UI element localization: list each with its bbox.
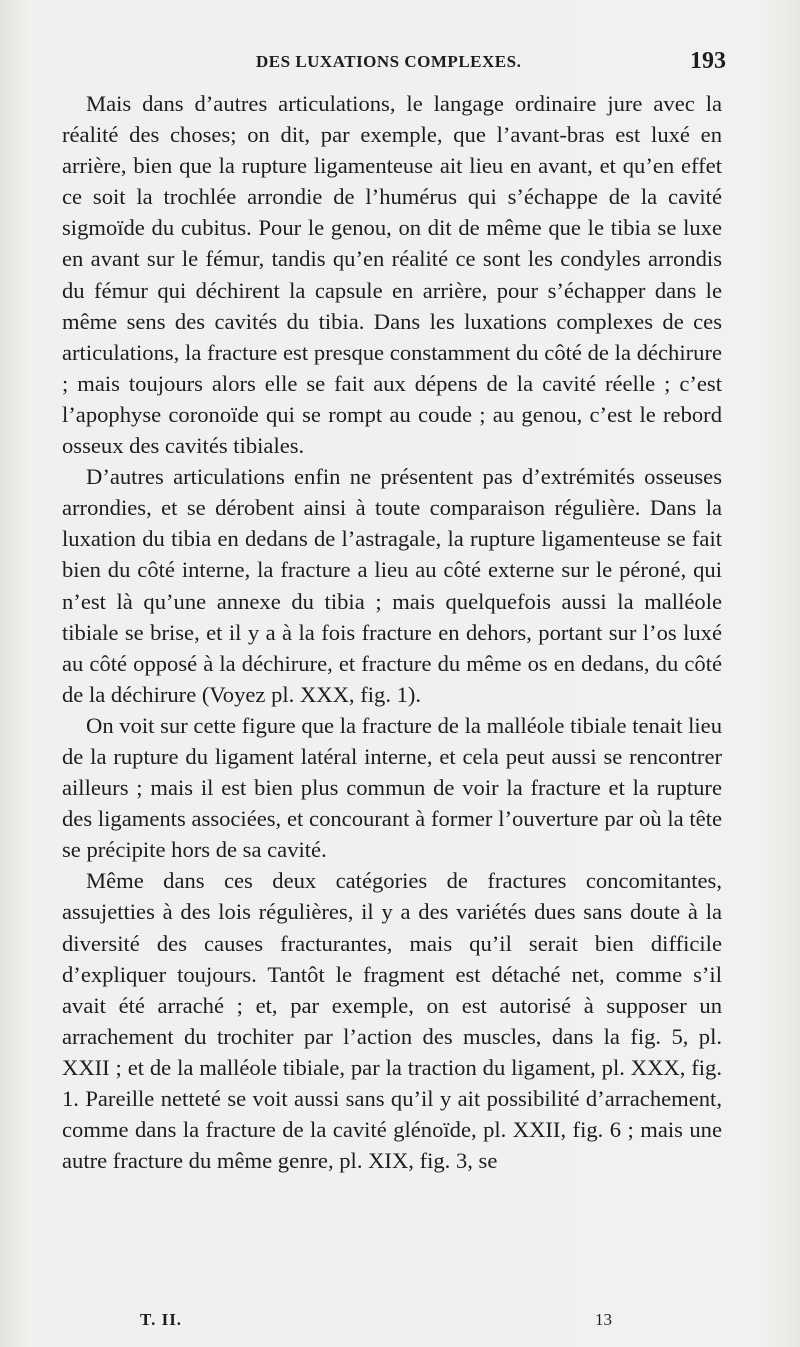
page-number: 193 [690, 48, 726, 74]
paragraph-2: D’autres articulations enfin ne présentent pas d’extrémités osseuses arrondies, et se dérobent ainsi à toute comparaison régulière. Dans la luxation du tibia en dedans de l’astragale, la rupture ligamenteuse se fait bien du côté interne, la fracture a lieu au côté externe sur le péroné, qui n’est là qu’une annexe du tibia ; mais quelquefois aussi la malléole tibiale se brise, et il y a à la fois fracture en dehors, portant sur l’os luxé au côté opposé à la déchirure, et fracture du même os en dedans, du côté de la déchirure (Voyez pl. XXX, fig. 1). [62, 464, 722, 707]
paragraph-3: On voit sur cette figure que la fracture de la malléole tibiale tenait lieu de la rupture du ligament latéral interne, et cela peut aussi se rencontrer ailleurs ; mais il est bien plus commun de voir la fracture et la rupture des ligaments associées, et concourant à former l’ouverture par où la tête se précipite hors de sa cavité. [62, 712, 722, 863]
paragraph-1: Mais dans d’autres articulations, le langage ordinaire jure avec la réalité des choses; on dit, par exemple, que l’avant-bras est luxé en arrière, bien que la rupture ligamenteuse ait lieu en avant, et qu’en effet ce soit la trochlée arrondie de l’humérus qui s’échappe de la cavité sigmoïde du cubitus. Pour le genou, on dit de même que le tibia se luxe en avant sur le fémur, tandis qu’en réalité ce sont les condyles arrondis du fémur qui déchirent la capsule en arrière, pour s’échapper dans le même sens des cavités du tibia. Dans les luxations complexes de ces articulations, la fracture est presque constamment du côté de la déchirure ; mais toujours alors elle se fait aux dépens de la cavité réelle ; c’est l’apophyse coronoïde qui se rompt au coude ; au genou, c’est le rebord osseux des cavités tibiales. [62, 91, 722, 459]
page-header [60, 48, 726, 78]
paragraph-4: Même dans ces deux catégories de fractures concomitantes, assujetties à des lois régulières, il y a des variétés dues sans doute à la diversité des causes fracturantes, mais qu’il serait bien difficile d’expliquer toujours. Tantôt le fragment est détaché net, comme s’il avait été arraché ; et, par exemple, on est autorisé à supposer un arrachement du trochiter par l’action des muscles, dans la fig. 5, pl. XXII ; et de la malléole tibiale, par la traction du ligament, pl. XXX, fig. 1. Pareille netteté se voit aussi sans qu’il y ait possibilité d’arrachement, comme dans la fracture de la cavité glénoïde, pl. XXII, fig. 6 ; mais une autre fracture du même genre, pl. XIX, fig. 3, se [62, 868, 722, 1174]
sheet-number: 13 [595, 1310, 612, 1329]
running-head: DES LUXATIONS COMPLEXES. [256, 52, 522, 71]
page-footer [140, 1310, 640, 1334]
body-text [62, 88, 722, 1176]
volume-signature: T. II. [140, 1310, 183, 1329]
